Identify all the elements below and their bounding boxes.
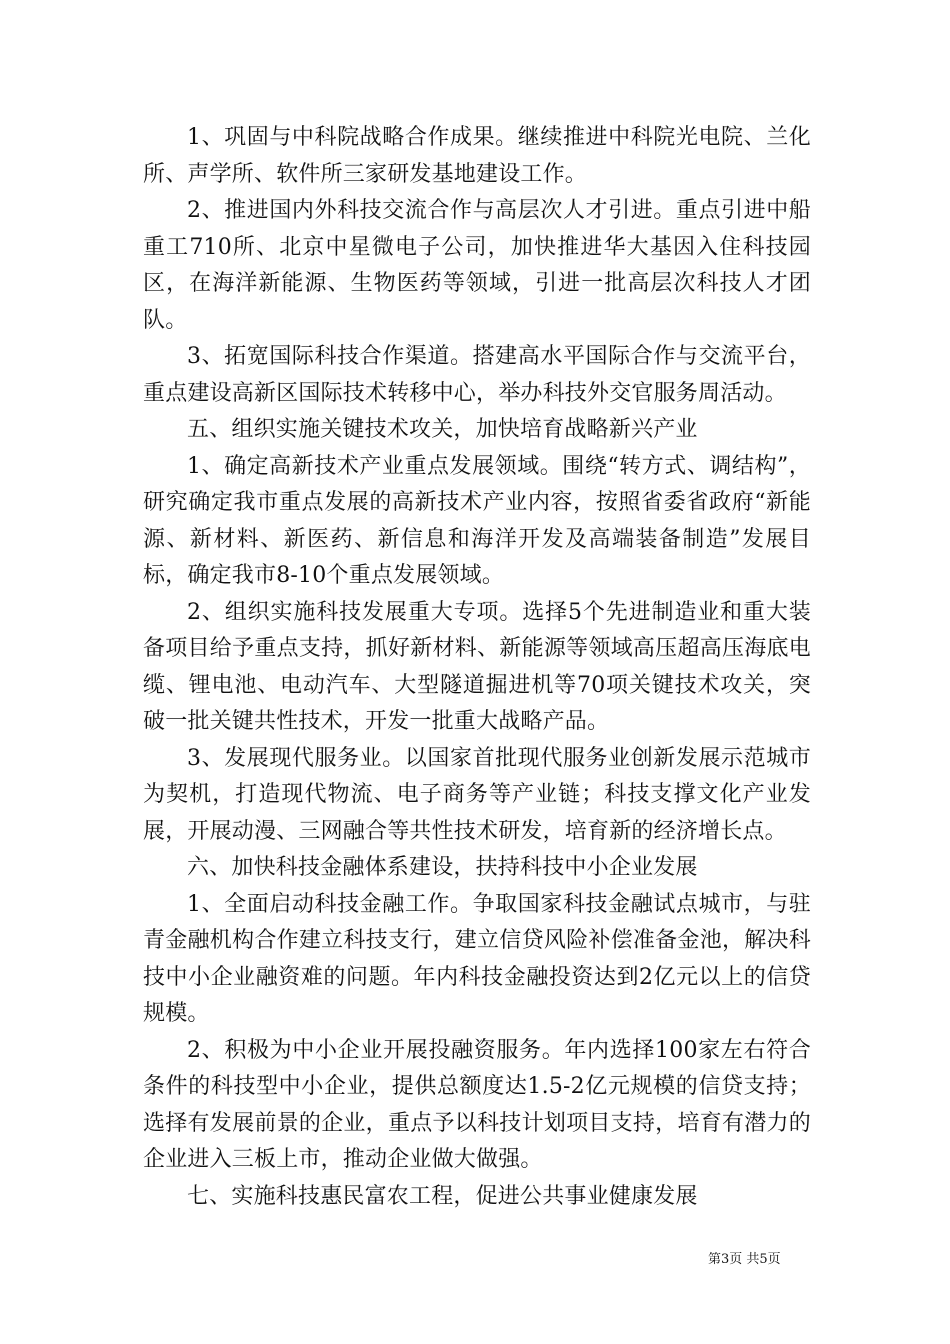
paragraph: 1、确定高新技术产业重点发展领域。围绕“转方式、调结构”，研究确定我市重点发展的高新技术产业内容，按照省委省政府“新能源、新材料、新医药、新信息和海洋开发及高端装备制造”发展目标，确定我市8-10个重点发展领域。 [143, 453, 811, 588]
page-body [143, 120, 811, 1215]
paragraph: 2、组织实施科技发展重大专项。选择5个先进制造业和重大装备项目给予重点支持，抓好新材料、新能源等领域高压超高压海底电缆、锂电池、电动汽车、大型隧道掘进机等70项关键技术攻关，突破一批关键共性技术，开发一批重大战略产品。 [143, 599, 811, 734]
paragraph: 3、发展现代服务业。以国家首批现代服务业创新发展示范城市为契机，打造现代物流、电子商务等产业链；科技支撑文化产业发展，开展动漫、三网融合等共性技术研发，培育新的经济增长点。 [143, 745, 811, 844]
page-number: 第3页 共5页 [708, 1252, 781, 1267]
paragraph: 1、全面启动科技金融工作。争取国家科技金融试点城市，与驻青金融机构合作建立科技支行，建立信贷风险补偿准备金池，解决科技中小企业融资难的问题。年内科技金融投资达到2亿元以上的信贷规模。 [143, 891, 811, 1026]
paragraph: 3、拓宽国际科技合作渠道。搭建高水平国际合作与交流平台，重点建设高新区国际技术转移中心，举办科技外交官服务周活动。 [143, 344, 811, 406]
section-heading: 五、组织实施关键技术攻关，加快培育战略新兴产业 [187, 417, 698, 442]
paragraph: 2、推进国内外科技交流合作与高层次人才引进。重点引进中船重工710所、北京中星微电子公司，加快推进华大基因入住科技园区，在海洋新能源、生物医药等领域，引进一批高层次科技人才团队。 [143, 198, 811, 333]
paragraph: 2、积极为中小企业开展投融资服务。年内选择100家左右符合条件的科技型中小企业，提供总额度达1.5-2亿元规模的信贷支持；选择有发展前景的企业，重点予以科技计划项目支持，培育有潜力的企业进入三板上市，推动企业做大做强。 [143, 1037, 811, 1172]
section-heading: 六、加快科技金融体系建设，扶持科技中小企业发展 [187, 855, 698, 880]
paragraph: 1、巩固与中科院战略合作成果。继续推进中科院光电院、兰化所、声学所、软件所三家研发基地建设工作。 [143, 125, 811, 187]
section-heading: 七、实施科技惠民富农工程，促进公共事业健康发展 [187, 1183, 698, 1209]
